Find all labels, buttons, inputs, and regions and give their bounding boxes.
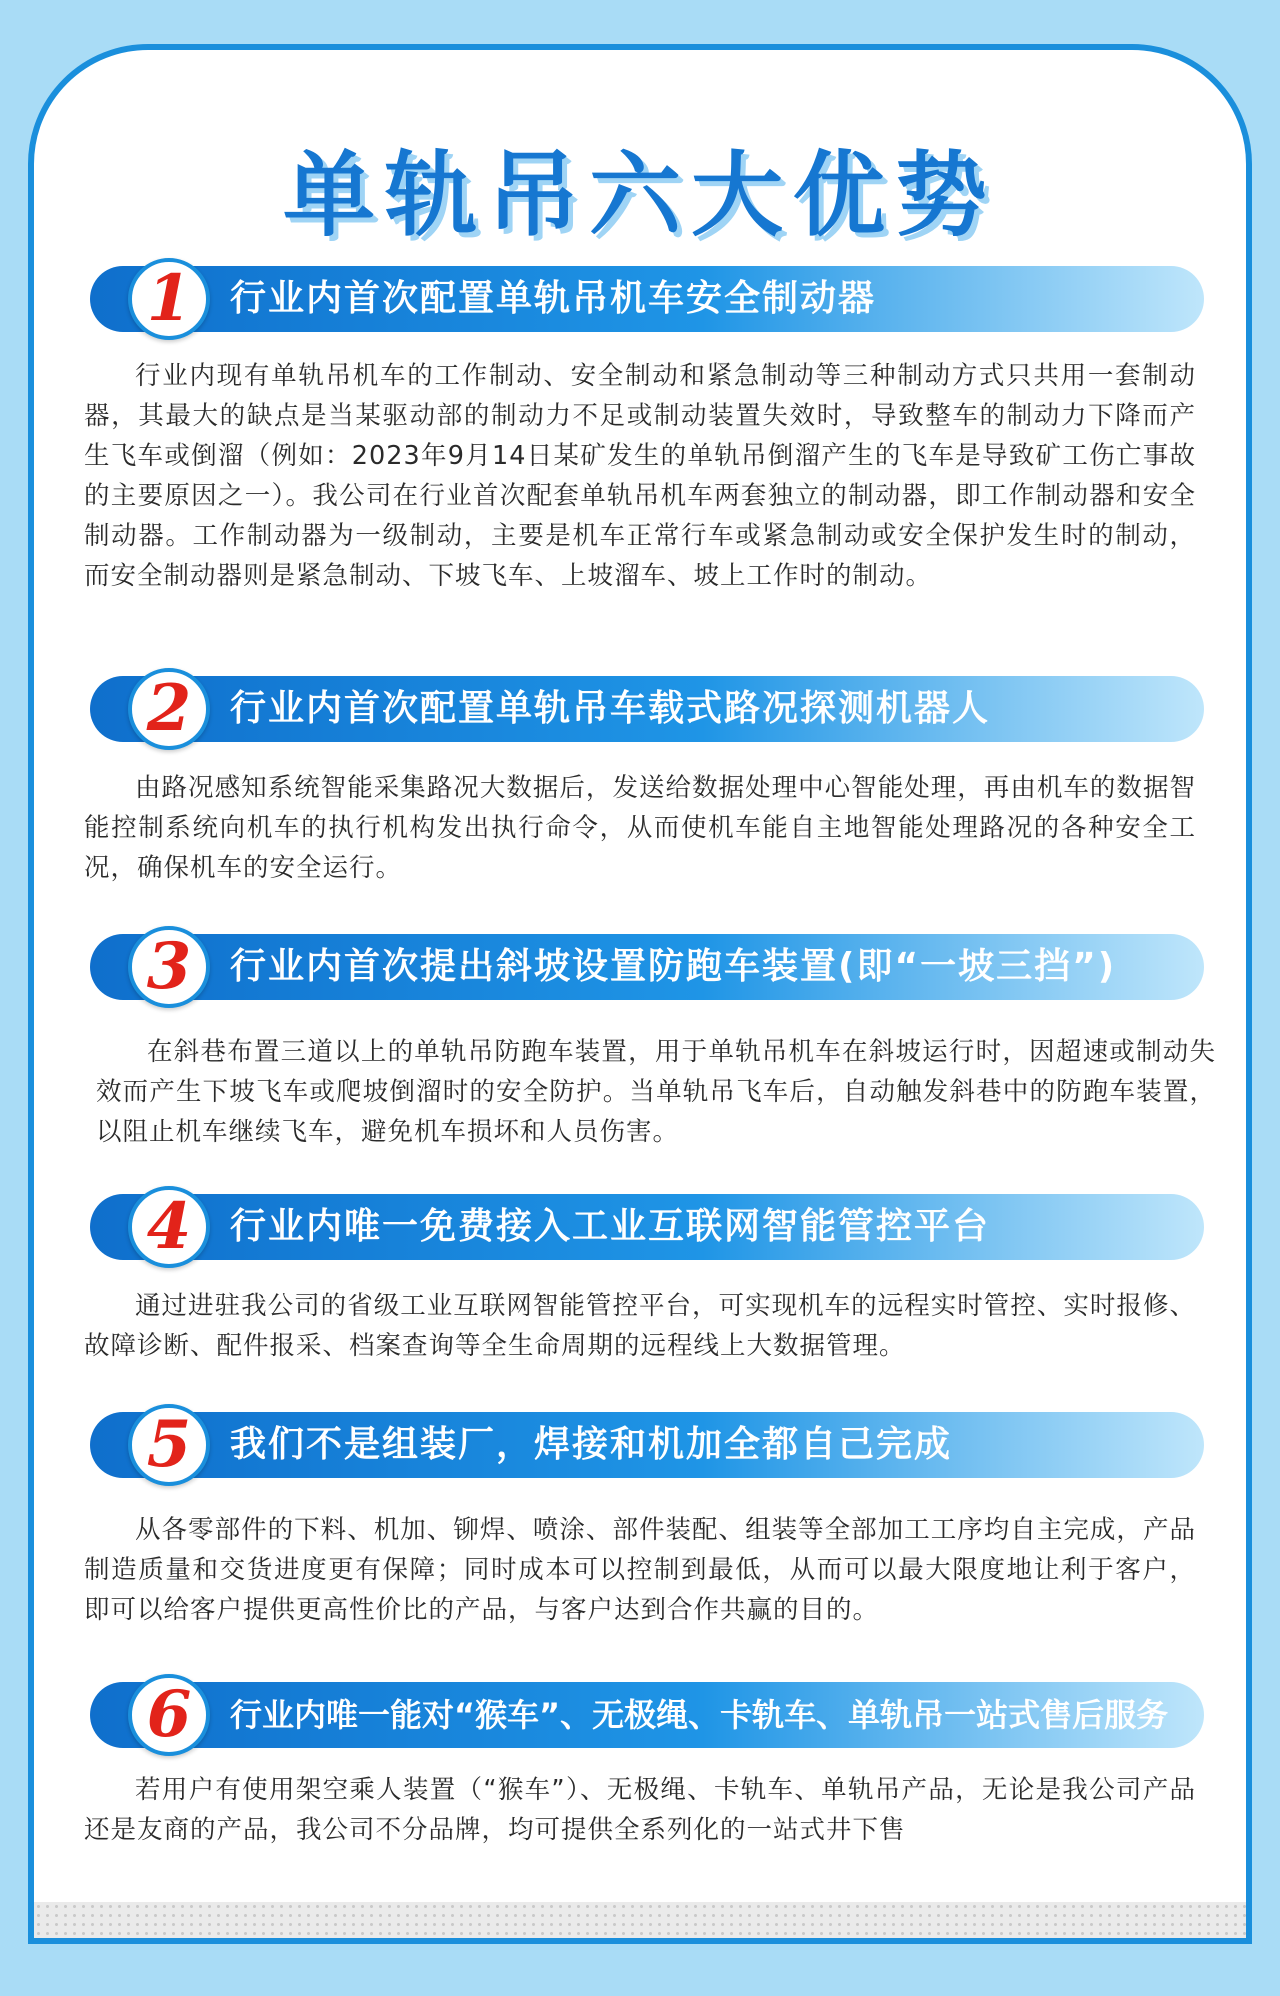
section-heading: 行业内首次配置单轨吊机车安全制动器: [230, 278, 877, 319]
section-number-badge: 6: [128, 1674, 210, 1756]
section-body: 由路况感知系统智能采集路况大数据后，发送给数据处理中心智能处理，再由机车的数据智能控制系统向机车的执行机构发出执行命令，从而使机车能自主地智能处理路况的各种安全工况，确保机车的安全运行。: [84, 773, 1196, 883]
poster-board: [28, 44, 1252, 1944]
section-heading: 行业内唯一免费接入工业互联网智能管控平台: [230, 1206, 991, 1247]
section-heading: 我们不是组装厂，焊接和机加全都自己完成: [230, 1424, 953, 1465]
section-number-badge: 4: [128, 1186, 210, 1268]
section-body: 若用户有使用架空乘人装置（“猴车”）、无极绳、卡轨车、单轨吊产品，无论是我公司产品还是友商的产品，我公司不分品牌，均可提供全系列化的一站式井下售: [84, 1775, 1196, 1845]
section-heading: 行业内首次配置单轨吊车载式路况探测机器人: [230, 688, 991, 729]
section-number-badge: 5: [128, 1404, 210, 1486]
section-body: 从各零部件的下料、机加、铆焊、喷涂、部件装配、组装等全部加工工序均自主完成，产品制造质量和交货进度更有保障；同时成本可以控制到最低，从而可以最大限度地让利于客户，即可以给客户提供更高性价比的产品，与客户达到合作共赢的目的。: [84, 1515, 1196, 1625]
dotted-overlay: [34, 1902, 1246, 1938]
section-number-badge: 2: [128, 668, 210, 750]
section-body: 通过进驻我公司的省级工业互联网智能管控平台，可实现机车的远程实时管控、实时报修、故障诊断、配件报采、档案查询等全生命周期的远程线上大数据管理。: [84, 1291, 1196, 1361]
page-title: 单轨吊六大优势: [282, 142, 997, 249]
section-number-badge: 3: [128, 926, 210, 1008]
section-heading: 行业内首次提出斜坡设置防跑车装置(即“一坡三挡”): [230, 946, 1117, 987]
section-body: 行业内现有单轨吊机车的工作制动、安全制动和紧急制动等三种制动方式只共用一套制动器，其最大的缺点是当某驱动部的制动力不足或制动装置失效时，导致整车的制动力下降而产生飞车或倒溜（例如：2023年9月14日某矿发生的单轨吊倒溜产生的飞车是导致矿工伤亡事故的主要原因之一）。我公司在行业首次配套单轨吊机车两套独立的制动器，即工作制动器和安全制动器。工作制动器为一级制动，主要是机车正常行车或紧急制动或安全保护发生时的制动，而安全制动器则是紧急制动、下坡飞车、上坡溜车、坡上工作时的制动。: [84, 361, 1196, 591]
section-body: 在斜巷布置三道以上的单轨吊防跑车装置，用于单轨吊机车在斜坡运行时，因超速或制动失效而产生下坡飞车或爬坡倒溜时的安全防护。当单轨吊飞车后，自动触发斜巷中的防跑车装置，以阻止机车继续飞车，避免机车损坏和人员伤害。: [96, 1037, 1216, 1147]
section-heading: 行业内唯一能对“猴车”、无极绳、卡轨车、单轨吊一站式售后服务: [230, 1696, 1169, 1734]
section-number-badge: 1: [128, 258, 210, 340]
